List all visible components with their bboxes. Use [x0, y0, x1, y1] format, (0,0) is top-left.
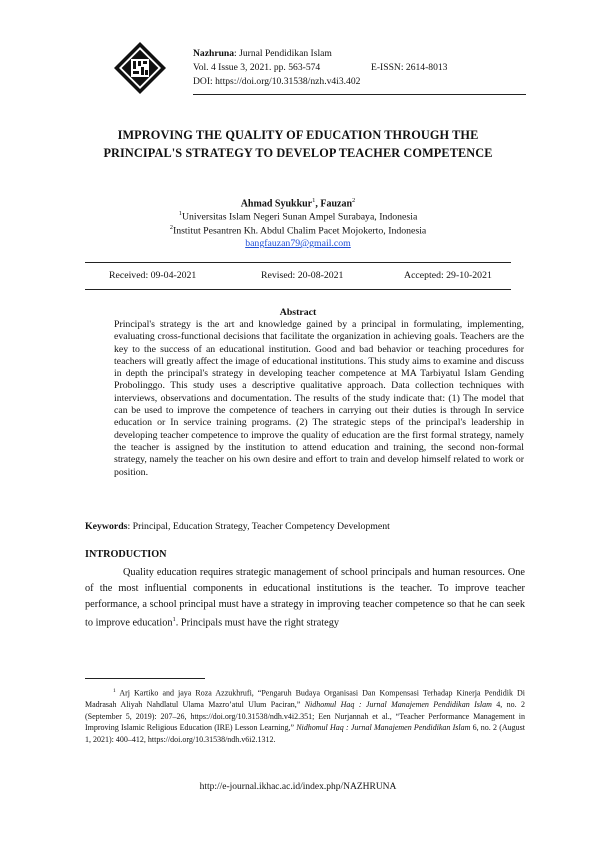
footnote: [85, 686, 525, 745]
author-1-sup: 1: [312, 197, 316, 204]
footnote-number: 1: [113, 688, 116, 694]
volume-info: Vol. 4 Issue 3, 2021. pp. 563-574: [193, 62, 321, 73]
intro-text-after: . Principals must have the right strategy: [175, 617, 340, 629]
email-link[interactable]: bangfauzan79@gmail.com: [245, 238, 351, 249]
footnote-part-2: 4, no. 2 (September 5, 2019): 207–26, https://doi.org/10.31538/ndh.v4i2.351; Een Nurjannah et al., “Teacher Performance Management in Improving Islamic Religious Education (IRE) Lesson Learning,”: [85, 700, 526, 733]
accepted-date: Accepted: 29-10-2021: [404, 270, 492, 281]
journal-url-footer[interactable]: http://e-journal.ikhac.ac.id/index.php/NAZHRUNA: [199, 782, 397, 792]
authors: [85, 197, 511, 209]
affiliation-1-text: Universitas Islam Negeri Sunan Ampel Surabaya, Indonesia: [181, 211, 418, 223]
doi: DOI: https://doi.org/10.31538/nzh.v4i3.402: [193, 76, 361, 87]
paper-title: IMPROVING THE QUALITY OF EDUCATION THROUGH THE PRINCIPAL'S STRATEGY TO DEVELOP TEACHER COMPETENCE: [103, 128, 493, 160]
keywords-label: Keywords: [85, 521, 128, 532]
affiliation-1-sup: 1: [178, 210, 182, 217]
author-email: [85, 238, 511, 249]
journal-logo: [112, 40, 168, 96]
journal-subtitle: : Jurnal Pendidikan Islam: [234, 48, 332, 59]
intro-text-before: Quality education requires strategic management of school principals and human resources. One of the most influential components in educational institutions is the teacher. To improve teacher performance, a school principal must have a strategy in improving teacher competence so that he can seek to improve education: [85, 567, 525, 629]
footnote-divider: [85, 678, 205, 679]
affiliation-2: [85, 224, 511, 236]
affiliation-1: [85, 210, 511, 222]
eissn: E-ISSN: 2614-8013: [371, 62, 448, 73]
header-divider: [193, 94, 526, 95]
journal-header: [193, 47, 523, 89]
journal-name: Nazhruna: [193, 48, 235, 59]
affiliation-2-text: Institut Pesantren Kh. Abdul Chalim Pacet Mojokerto, Indonesia: [172, 225, 427, 237]
author-2-sup: 2: [352, 197, 356, 204]
introduction-paragraph: [85, 565, 525, 632]
affiliation-2-sup: 2: [169, 224, 173, 231]
author-separator: ,: [315, 198, 321, 210]
introduction-heading: INTRODUCTION: [85, 549, 167, 560]
dates-top-rule: [85, 262, 511, 263]
footnote-ref[interactable]: 1: [172, 616, 176, 624]
abstract-text: Principal's strategy is the art and knowledge gained by a principal in formulating, implementing, evaluating cross-functional decisions that facilitate the organization in achieving goals. Teachers are the key to the success of an educational institution. Good and bad behavior or teaching procedures for teachers will greatly affect the image of educational institutions. This study aims to examine and discuss in depth the principal's strategy in developing teacher competence at MA Tarbiyatul Islam Gending Probolinggo. This study uses a descriptive qualitative approach. Data collection techniques with interviews, observations and documentation. The results of the study indicate that: (1) The model that can be used to improve the competence of teachers in carrying out their duties is through In service education or In service training programs. (2) The strategic steps of the principal's leadership in developing teacher competence to improve the quality of education are the first formal strategy, namely the teacher is assigned by the institution to attend education and training, the second non-formal strategy, namely the teacher on his own desire and effort to train and develop himself related to work or position.: [114, 319, 524, 478]
keywords-text: : Principal, Education Strategy, Teacher Competency Development: [127, 521, 390, 532]
footnote-journal-2: Nidhomul Haq : Jurnal Manajemen Pendidikan Islam: [296, 723, 471, 733]
footnote-journal-1: Nidhomul Haq : Jurnal Manajemen Pendidikan Islam: [304, 700, 492, 710]
revised-date: Revised: 20-08-2021: [261, 270, 344, 281]
abstract-heading: Abstract: [279, 307, 317, 318]
author-2: Fauzan: [320, 198, 353, 210]
footnote-part-3: 6, no. 2 (August 1, 2021): 400–412, https://doi.org/10.31538/ndh.v6i2.1312.: [85, 723, 525, 744]
footnote-part-1: Arj Kartiko and jaya Roza Azzukhrufi, “Pengaruh Budaya Organisasi Dan Kompensasi Terhadap Kinerja Pendidik Di Madrasah Aliyah Nahdlatul Ulama Mazro’atul Ulum Paciran,”: [85, 688, 525, 710]
keywords: [85, 521, 525, 532]
author-1: Ahmad Syukkur: [240, 198, 313, 210]
received-date: Received: 09-04-2021: [109, 270, 197, 281]
dates-bottom-rule: [85, 289, 511, 290]
